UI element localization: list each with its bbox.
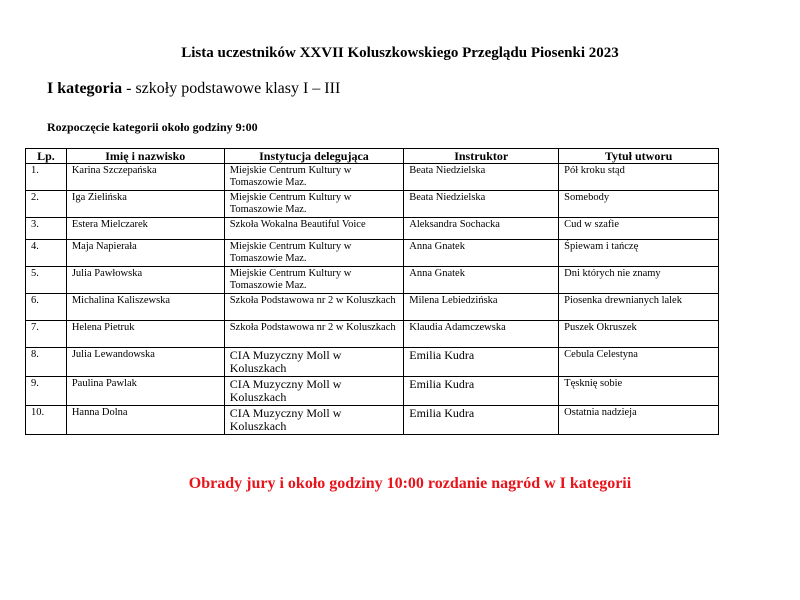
cell-instructor: Anna Gnatek: [404, 267, 559, 294]
cell-instructor: Beata Niedzielska: [404, 191, 559, 218]
participants-table: [25, 148, 719, 435]
cell-instructor: Emilia Kudra: [404, 348, 559, 377]
cell-name: Michalina Kaliszewska: [66, 294, 224, 321]
table-row: [26, 321, 719, 348]
cell-lp: 8.: [26, 348, 67, 377]
cell-lp: 7.: [26, 321, 67, 348]
document-title: Lista uczestników XXVII Koluszkowskiego Przeglądu Piosenki 2023: [181, 45, 619, 61]
cell-lp: 6.: [26, 294, 67, 321]
cell-institution: Miejskie Centrum Kultury w Tomaszowie Maz.: [224, 164, 404, 191]
cell-lp: 10.: [26, 406, 67, 435]
cell-instructor: Emilia Kudra: [404, 377, 559, 406]
cell-instructor: Beata Niedzielska: [404, 164, 559, 191]
cell-name: Estera Mielczarek: [66, 218, 224, 240]
cell-song: Somebody: [559, 191, 719, 218]
table-row: [26, 191, 719, 218]
cell-institution: Szkoła Podstawowa nr 2 w Koluszkach: [224, 321, 404, 348]
header-institution: Instytucja delegująca: [224, 149, 404, 164]
cell-song: Tęsknię sobie: [559, 377, 719, 406]
cell-name: Karina Szczepańska: [66, 164, 224, 191]
category-heading: [47, 80, 340, 98]
cell-song: Cebula Celestyna: [559, 348, 719, 377]
cell-institution: Szkoła Podstawowa nr 2 w Koluszkach: [224, 294, 404, 321]
cell-name: Maja Napierała: [66, 240, 224, 267]
table-row: [26, 348, 719, 377]
jury-note: Obrady jury i około godziny 10:00 rozdanie nagród w I kategorii: [188, 475, 632, 492]
cell-song: Cud w szafie: [559, 218, 719, 240]
cell-name: Hanna Dolna: [66, 406, 224, 435]
table-row: [26, 164, 719, 191]
cell-song: Dni których nie znamy: [559, 267, 719, 294]
category-name: I kategoria: [47, 80, 123, 97]
cell-name: Helena Pietruk: [66, 321, 224, 348]
start-time-note: Rozpoczęcie kategorii około godziny 9:00: [47, 120, 258, 134]
cell-name: Iga Zielińska: [66, 191, 224, 218]
table-row: [26, 218, 719, 240]
table-header-row: [26, 149, 719, 164]
cell-lp: 1.: [26, 164, 67, 191]
cell-lp: 4.: [26, 240, 67, 267]
cell-instructor: Aleksandra Sochacka: [404, 218, 559, 240]
cell-instructor: Milena Lebiedzińska: [404, 294, 559, 321]
cell-song: Ostatnia nadzieja: [559, 406, 719, 435]
cell-song: Śpiewam i tańczę: [559, 240, 719, 267]
cell-song: Pół kroku stąd: [559, 164, 719, 191]
cell-instructor: Anna Gnatek: [404, 240, 559, 267]
cell-lp: 3.: [26, 218, 67, 240]
cell-lp: 9.: [26, 377, 67, 406]
cell-name: Julia Pawłowska: [66, 267, 224, 294]
header-song: Tytuł utworu: [559, 149, 719, 164]
cell-institution: Miejskie Centrum Kultury w Tomaszowie Maz.: [224, 240, 404, 267]
header-lp: Lp.: [26, 149, 67, 164]
cell-song: Puszek Okruszek: [559, 321, 719, 348]
cell-name: Julia Lewandowska: [66, 348, 224, 377]
cell-instructor: Klaudia Adamczewska: [404, 321, 559, 348]
header-name: Imię i nazwisko: [66, 149, 224, 164]
cell-name: Paulina Pawlak: [66, 377, 224, 406]
cell-institution: Szkoła Wokalna Beautiful Voice: [224, 218, 404, 240]
cell-institution: CIA Muzyczny Moll w Koluszkach: [224, 377, 404, 406]
cell-institution: CIA Muzyczny Moll w Koluszkach: [224, 348, 404, 377]
table-row: [26, 294, 719, 321]
category-description: - szkoły podstawowe klasy I – III: [122, 80, 341, 97]
cell-institution: Miejskie Centrum Kultury w Tomaszowie Maz.: [224, 191, 404, 218]
cell-song: Piosenka drewnianych lalek: [559, 294, 719, 321]
table-row: [26, 267, 719, 294]
cell-institution: CIA Muzyczny Moll w Koluszkach: [224, 406, 404, 435]
cell-instructor: Emilia Kudra: [404, 406, 559, 435]
table-row: [26, 240, 719, 267]
cell-institution: Miejskie Centrum Kultury w Tomaszowie Maz.: [224, 267, 404, 294]
cell-lp: 2.: [26, 191, 67, 218]
header-instructor: Instruktor: [404, 149, 559, 164]
table-row: [26, 406, 719, 435]
table-row: [26, 377, 719, 406]
cell-lp: 5.: [26, 267, 67, 294]
